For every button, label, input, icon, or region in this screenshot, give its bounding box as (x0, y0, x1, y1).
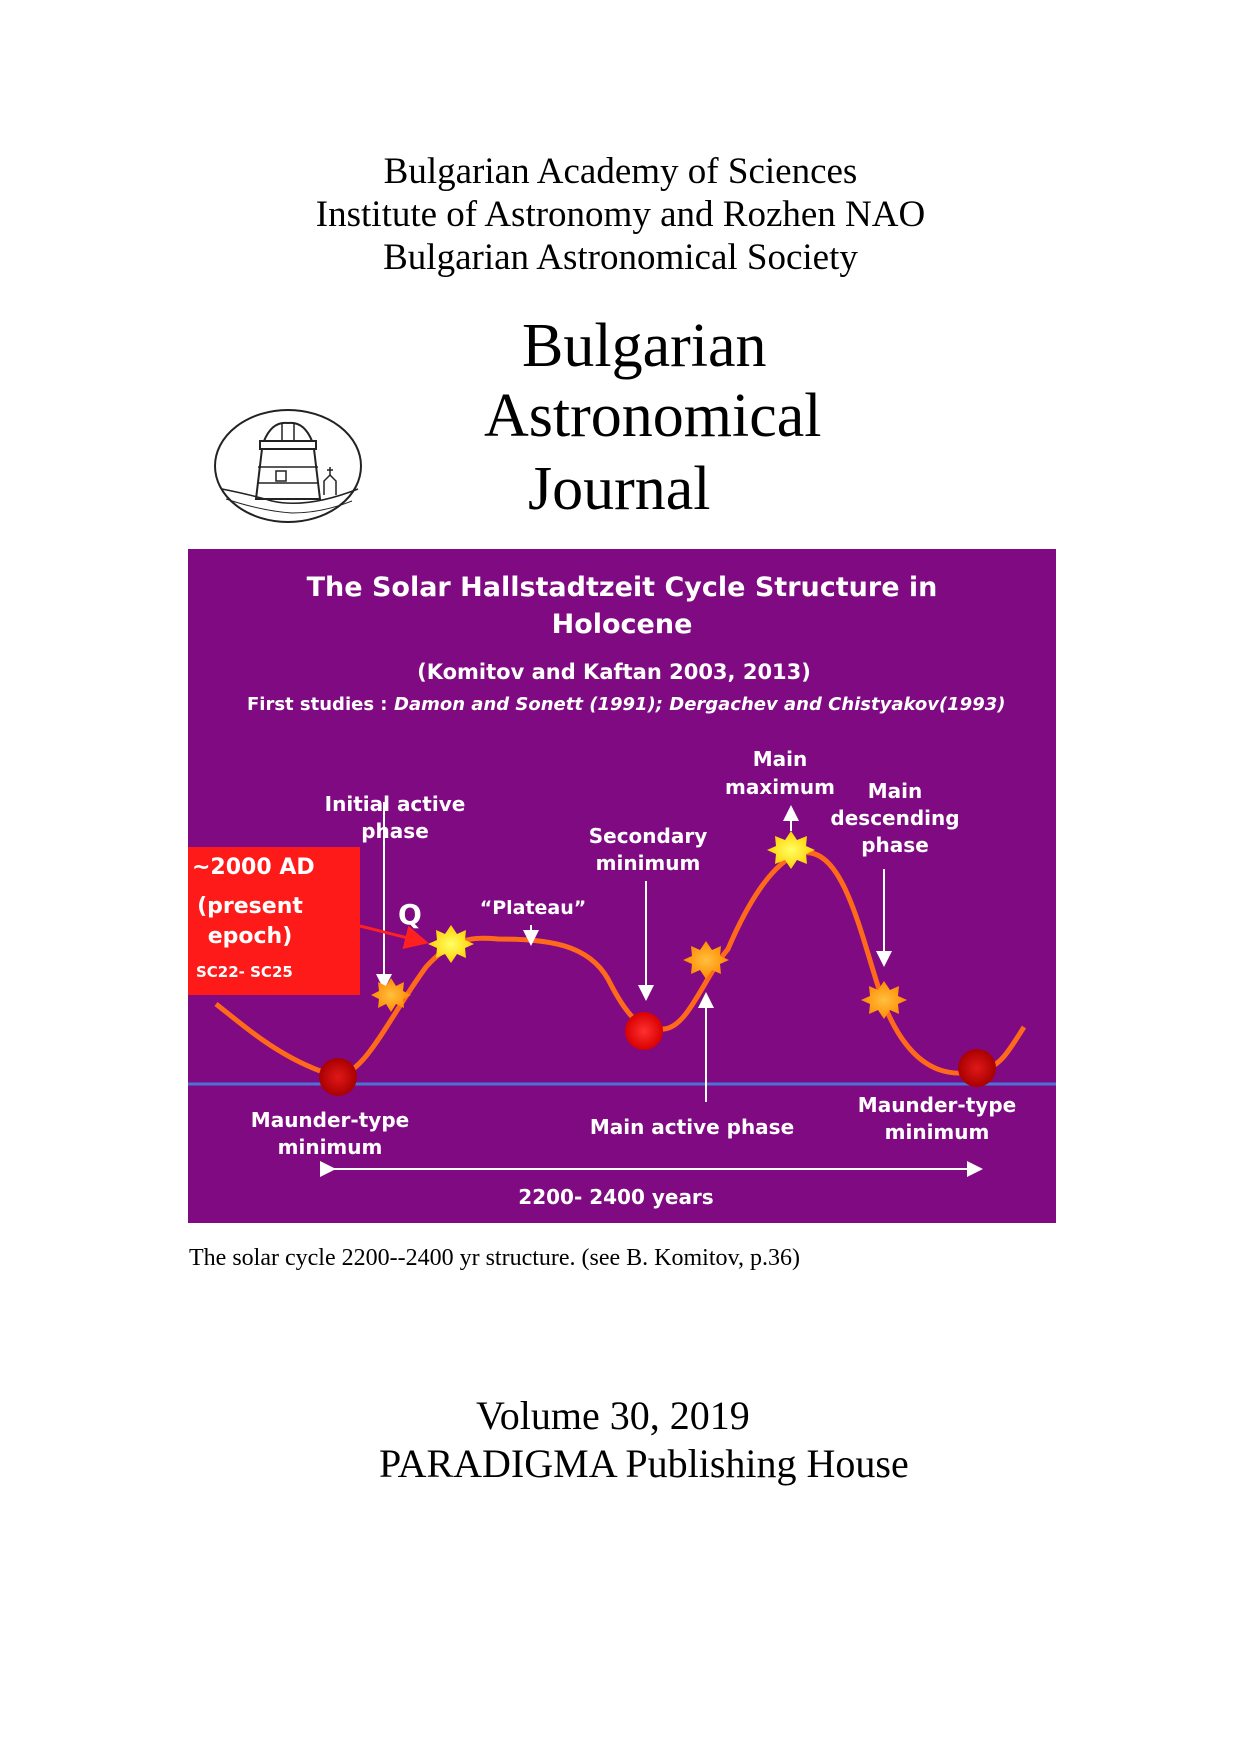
figure-title-line-1: The Solar Hallstadtzeit Cycle Structure in (306, 572, 938, 603)
maunder-right-label-1: Maunder-type (857, 1093, 1017, 1117)
main-descending-label-2: descending (830, 806, 960, 830)
observatory-logo-icon (212, 407, 364, 525)
maunder-left-label-2: minimum (277, 1135, 383, 1159)
main-active-label: Main active phase (589, 1115, 795, 1139)
present-epoch-line-3: epoch) (207, 924, 293, 949)
figure-title-line-2: Holocene (551, 609, 693, 640)
institution-line-1: Bulgarian Academy of Sciences (383, 151, 858, 192)
first-studies-refs: Damon and Sonett (1991); Dergachev and Chistyakov(1993) (394, 694, 1006, 715)
present-epoch-line-4: SC22- SC25 (196, 963, 293, 981)
initial-active-label-1: Initial active (324, 792, 466, 816)
institution-line-2: Institute of Astronomy and Rozhen NAO (315, 194, 926, 235)
star-maunder-right-marker (958, 1049, 996, 1087)
volume-line: Volume 30, 2019 (476, 1393, 750, 1438)
journal-title-line-1: Bulgarian (522, 312, 767, 380)
present-epoch-line-1: ~2000 AD (192, 855, 315, 880)
first-studies-label: First studies : (247, 694, 388, 715)
star-secondary-minimum-marker (625, 1012, 663, 1050)
main-descending-label-3: phase (861, 833, 929, 857)
span-label: 2200- 2400 years (518, 1185, 714, 1209)
hallstadtzeit-cycle-figure (188, 549, 1056, 1223)
maunder-left-label-1: Maunder-type (250, 1108, 410, 1132)
journal-title-line-2: Astronomical (484, 382, 822, 450)
q-label: Q (398, 898, 422, 931)
maunder-right-label-2: minimum (884, 1120, 990, 1144)
institution-line-3: Bulgarian Astronomical Society (383, 237, 858, 278)
journal-title-line-3: Journal (528, 455, 711, 523)
figure-caption: The solar cycle 2200--2400 yr structure. (see B. Komitov, p.36) (189, 1245, 800, 1271)
plateau-label: “Plateau” (479, 897, 587, 919)
initial-active-label-2: phase (361, 819, 429, 843)
main-maximum-label-1: Main (752, 747, 808, 771)
secondary-minimum-label-1: Secondary (588, 824, 708, 848)
figure-citation: (Komitov and Kaftan 2003, 2013) (417, 660, 811, 684)
present-epoch-line-2: (present (197, 894, 303, 919)
star-maunder-left-marker (319, 1058, 357, 1096)
secondary-minimum-label-2: minimum (595, 851, 701, 875)
publisher-line: PARADIGMA Publishing House (379, 1441, 909, 1486)
main-maximum-label-2: maximum (724, 775, 836, 799)
main-descending-label-1: Main (867, 779, 923, 803)
